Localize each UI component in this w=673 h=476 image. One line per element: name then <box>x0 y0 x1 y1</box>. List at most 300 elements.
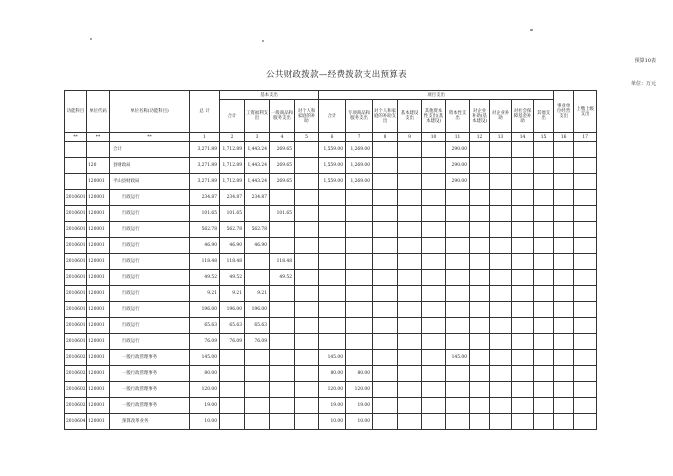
amount-cell <box>373 142 398 158</box>
col-proj-social: 对社会保障基金补助 <box>512 100 534 133</box>
amount-cell <box>373 206 398 222</box>
col-proj-other: 其他支出 <box>534 100 554 133</box>
amount-cell <box>446 382 470 398</box>
amount-cell <box>319 302 346 318</box>
func-code-cell: 2010601 <box>65 318 87 334</box>
form-number: 预算10表 <box>634 58 656 64</box>
name-cell: 一般行政管理事务 <box>110 350 190 366</box>
name-cell: 行政运行 <box>110 222 190 238</box>
table-row <box>65 334 597 350</box>
amount-cell: 269.65 <box>270 174 295 190</box>
amount-cell <box>373 270 398 286</box>
amount-cell <box>470 174 490 190</box>
empty-cell <box>574 398 597 414</box>
unit-code-cell: 120001 <box>87 286 110 302</box>
empty-cell <box>554 318 574 334</box>
empty-cell <box>574 142 597 158</box>
amount-cell: 290.00 <box>446 158 470 174</box>
amount-cell: 269.65 <box>270 158 295 174</box>
amount-cell: 1,269.00 <box>346 142 373 158</box>
amount-cell <box>319 206 346 222</box>
empty-cell <box>554 222 574 238</box>
col-proj-cap2: 资本性支出 <box>446 100 470 133</box>
amount-cell <box>373 286 398 302</box>
column-number: 7 <box>346 133 373 142</box>
empty-cell <box>490 286 512 302</box>
func-code-cell <box>65 142 87 158</box>
amount-cell <box>470 222 490 238</box>
amount-cell <box>319 286 346 302</box>
amount-cell: 80.00 <box>346 366 373 382</box>
amount-cell <box>270 302 295 318</box>
amount-cell <box>446 222 470 238</box>
amount-cell <box>295 222 319 238</box>
total-cell: 49.52 <box>190 270 220 286</box>
col-personal: 对个人和家庭的补助 <box>295 100 319 133</box>
amount-cell <box>295 414 319 430</box>
empty-cell <box>554 398 574 414</box>
col-unit-code: 单位代码 <box>87 91 110 133</box>
amount-cell <box>470 302 490 318</box>
amount-cell: 290.00 <box>446 174 470 190</box>
amount-cell: 1,269.00 <box>346 158 373 174</box>
col-proj-other-cap: 其他资本性支出(基本建设) <box>422 100 446 133</box>
name-cell: 行政运行 <box>110 302 190 318</box>
amount-cell <box>373 382 398 398</box>
amount-cell <box>422 286 446 302</box>
amount-cell <box>346 222 373 238</box>
empty-cell <box>534 254 554 270</box>
amount-cell <box>270 190 295 206</box>
amount-cell <box>422 174 446 190</box>
amount-cell <box>270 238 295 254</box>
column-number: 13 <box>490 133 512 142</box>
empty-cell <box>512 270 534 286</box>
func-code-cell: 2010601 <box>65 270 87 286</box>
amount-cell <box>422 350 446 366</box>
amount-cell: 10.00 <box>346 414 373 430</box>
unit-code-cell: 120001 <box>87 270 110 286</box>
unit-code-cell: 120001 <box>87 238 110 254</box>
func-code-cell: 2010602 <box>65 350 87 366</box>
scan-speck <box>262 40 264 42</box>
table-row <box>65 174 597 190</box>
document-title: 公共财政拨款—经费拨款支出预算表 <box>266 70 407 80</box>
empty-cell <box>534 334 554 350</box>
total-cell: 3,271.89 <box>190 142 220 158</box>
scan-speck <box>90 38 92 40</box>
total-cell: 101.65 <box>190 206 220 222</box>
table-row <box>65 302 597 318</box>
amount-cell <box>270 318 295 334</box>
amount-cell <box>346 270 373 286</box>
col-proj-sum: 合计 <box>319 100 346 133</box>
unit-code-cell: 120001 <box>87 382 110 398</box>
table-row <box>65 398 597 414</box>
empty-cell <box>512 174 534 190</box>
amount-cell: 234.87 <box>220 190 245 206</box>
column-number: 10 <box>422 133 446 142</box>
empty-cell <box>490 382 512 398</box>
empty-cell <box>512 222 534 238</box>
empty-cell <box>574 190 597 206</box>
empty-cell <box>554 382 574 398</box>
amount-cell <box>470 366 490 382</box>
amount-cell <box>319 238 346 254</box>
empty-cell <box>490 254 512 270</box>
amount-cell <box>470 238 490 254</box>
name-cell: 合计 <box>110 142 190 158</box>
amount-cell <box>446 334 470 350</box>
amount-cell <box>446 318 470 334</box>
unit-code-cell: 120001 <box>87 414 110 430</box>
amount-cell: 1,443.24 <box>245 142 270 158</box>
amount-cell: 46.90 <box>220 238 245 254</box>
name-cell: 一般行政管理事务 <box>110 398 190 414</box>
name-cell: 县财政局 <box>110 158 190 174</box>
empty-cell <box>554 206 574 222</box>
empty-cell <box>512 190 534 206</box>
amount-cell: 1,559.00 <box>319 174 346 190</box>
amount-cell: 1,712.89 <box>220 158 245 174</box>
table-row <box>65 270 597 286</box>
table-row <box>65 350 597 366</box>
amount-cell <box>319 190 346 206</box>
total-cell: 120.00 <box>190 382 220 398</box>
amount-cell <box>295 350 319 366</box>
amount-cell <box>295 254 319 270</box>
amount-cell: 1,269.00 <box>346 174 373 190</box>
func-code-cell: 2010601 <box>65 302 87 318</box>
amount-cell <box>422 398 446 414</box>
amount-cell <box>470 334 490 350</box>
empty-cell <box>490 142 512 158</box>
unit-label: 单位：万元 <box>630 81 656 87</box>
name-cell: 行政运行 <box>110 190 190 206</box>
unit-code-cell: 120001 <box>87 334 110 350</box>
empty-cell <box>490 222 512 238</box>
table-row <box>65 254 597 270</box>
empty-cell <box>574 350 597 366</box>
amount-cell <box>373 174 398 190</box>
empty-cell <box>554 174 574 190</box>
name-cell: 行政运行 <box>110 334 190 350</box>
amount-cell <box>373 414 398 430</box>
amount-cell <box>398 318 422 334</box>
table-body <box>65 91 597 430</box>
column-number: 1 <box>190 133 220 142</box>
amount-cell <box>398 382 422 398</box>
column-number: 14 <box>512 133 534 142</box>
empty-cell <box>554 270 574 286</box>
empty-cell <box>574 238 597 254</box>
empty-cell <box>574 158 597 174</box>
amount-cell <box>295 238 319 254</box>
empty-cell <box>490 270 512 286</box>
amount-cell <box>422 190 446 206</box>
table-row <box>65 142 597 158</box>
amount-cell <box>398 334 422 350</box>
total-cell: 562.78 <box>190 222 220 238</box>
amount-cell <box>245 254 270 270</box>
amount-cell: 562.78 <box>245 222 270 238</box>
empty-cell <box>534 270 554 286</box>
amount-cell: 562.78 <box>220 222 245 238</box>
column-number: 12 <box>470 133 490 142</box>
column-number-row <box>65 133 597 142</box>
table-row <box>65 318 597 334</box>
amount-cell <box>319 222 346 238</box>
empty-cell <box>490 190 512 206</box>
amount-cell <box>346 334 373 350</box>
amount-cell <box>270 414 295 430</box>
amount-cell: 1,712.89 <box>220 174 245 190</box>
total-cell: 65.63 <box>190 318 220 334</box>
empty-cell <box>490 158 512 174</box>
amount-cell <box>398 414 422 430</box>
amount-cell <box>470 190 490 206</box>
amount-cell <box>446 366 470 382</box>
amount-cell: 1,559.00 <box>319 158 346 174</box>
amount-cell <box>446 190 470 206</box>
empty-cell <box>534 318 554 334</box>
unit-code-cell: 120001 <box>87 366 110 382</box>
amount-cell <box>470 142 490 158</box>
amount-cell: 196.00 <box>245 302 270 318</box>
empty-cell <box>554 158 574 174</box>
empty-cell <box>490 318 512 334</box>
empty-cell <box>512 286 534 302</box>
amount-cell <box>319 334 346 350</box>
amount-cell <box>470 382 490 398</box>
empty-cell <box>512 366 534 382</box>
table-row <box>65 382 597 398</box>
amount-cell <box>422 270 446 286</box>
amount-cell <box>446 414 470 430</box>
empty-cell <box>554 350 574 366</box>
amount-cell <box>470 254 490 270</box>
scan-speck <box>530 29 533 31</box>
amount-cell: 76.09 <box>220 334 245 350</box>
col-group-project: 项目支出 <box>319 91 554 100</box>
empty-cell <box>554 142 574 158</box>
amount-cell <box>295 158 319 174</box>
column-number: ** <box>65 133 87 142</box>
total-cell: 10.00 <box>190 414 220 430</box>
empty-cell <box>512 334 534 350</box>
empty-cell <box>490 174 512 190</box>
amount-cell <box>373 398 398 414</box>
amount-cell <box>446 238 470 254</box>
table-row <box>65 238 597 254</box>
column-number: 2 <box>220 133 245 142</box>
amount-cell: 1,712.89 <box>220 142 245 158</box>
amount-cell <box>295 190 319 206</box>
table-row <box>65 222 597 238</box>
amount-cell: 269.65 <box>270 142 295 158</box>
col-salary: 工资福利支出 <box>245 100 270 133</box>
col-basic-sum: 合计 <box>220 100 245 133</box>
unit-code-cell: 120001 <box>87 222 110 238</box>
amount-cell <box>295 270 319 286</box>
amount-cell <box>470 270 490 286</box>
name-cell: 行政运行 <box>110 238 190 254</box>
unit-code-cell <box>87 142 110 158</box>
column-number: 5 <box>295 133 319 142</box>
amount-cell <box>446 398 470 414</box>
func-code-cell <box>65 174 87 190</box>
amount-cell <box>398 270 422 286</box>
func-code-cell: 2010601 <box>65 190 87 206</box>
empty-cell <box>490 206 512 222</box>
col-upper: 上缴上级支出 <box>574 91 597 133</box>
unit-code-cell: 120001 <box>87 318 110 334</box>
amount-cell <box>398 142 422 158</box>
func-code-cell: 2010601 <box>65 222 87 238</box>
empty-cell <box>534 238 554 254</box>
unit-code-cell: 120 <box>87 158 110 174</box>
amount-cell <box>270 286 295 302</box>
func-code-cell: 2010601 <box>65 206 87 222</box>
empty-cell <box>534 398 554 414</box>
col-name: 单位名称(功能科目) <box>110 91 190 133</box>
amount-cell: 196.00 <box>220 302 245 318</box>
amount-cell <box>422 366 446 382</box>
total-cell: 196.00 <box>190 302 220 318</box>
func-code-cell <box>65 158 87 174</box>
name-cell: 行政运行 <box>110 254 190 270</box>
col-proj-enterprise2: 对企业补助 <box>490 100 512 133</box>
empty-cell <box>534 206 554 222</box>
amount-cell <box>422 238 446 254</box>
empty-cell <box>534 222 554 238</box>
amount-cell <box>346 190 373 206</box>
amount-cell <box>470 398 490 414</box>
empty-cell <box>534 142 554 158</box>
amount-cell <box>398 174 422 190</box>
amount-cell: 120.00 <box>319 382 346 398</box>
empty-cell <box>512 158 534 174</box>
empty-cell <box>574 270 597 286</box>
unit-code-cell: 120001 <box>87 350 110 366</box>
total-cell: 80.00 <box>190 366 220 382</box>
empty-cell <box>512 318 534 334</box>
empty-cell <box>512 382 534 398</box>
total-cell: 3,271.89 <box>190 174 220 190</box>
amount-cell: 145.00 <box>319 350 346 366</box>
amount-cell <box>295 174 319 190</box>
col-func-code: 功能科目 <box>65 91 87 133</box>
empty-cell <box>512 238 534 254</box>
amount-cell <box>398 366 422 382</box>
empty-cell <box>490 302 512 318</box>
amount-cell <box>346 206 373 222</box>
empty-cell <box>554 366 574 382</box>
amount-cell: 10.00 <box>319 414 346 430</box>
empty-cell <box>574 382 597 398</box>
name-cell: 行政运行 <box>110 270 190 286</box>
func-code-cell: 2010601 <box>65 286 87 302</box>
amount-cell <box>270 382 295 398</box>
amount-cell <box>319 318 346 334</box>
empty-cell <box>512 398 534 414</box>
amount-cell <box>398 222 422 238</box>
empty-cell <box>534 158 554 174</box>
amount-cell: 290.00 <box>446 142 470 158</box>
empty-cell <box>554 414 574 430</box>
amount-cell <box>470 286 490 302</box>
column-number: 8 <box>373 133 398 142</box>
amount-cell <box>373 350 398 366</box>
total-cell: 145.00 <box>190 350 220 366</box>
name-cell: 一般行政管理事务 <box>110 382 190 398</box>
empty-cell <box>490 238 512 254</box>
amount-cell: 76.09 <box>245 334 270 350</box>
amount-cell <box>295 142 319 158</box>
amount-cell <box>373 334 398 350</box>
col-proj-personal: 对个人和家庭的补助支出 <box>373 100 398 133</box>
amount-cell <box>446 286 470 302</box>
column-number: ** <box>87 133 110 142</box>
column-number: 6 <box>319 133 346 142</box>
column-number: 15 <box>534 133 554 142</box>
empty-cell <box>574 414 597 430</box>
amount-cell <box>295 366 319 382</box>
amount-cell <box>220 366 245 382</box>
col-proj-enterprise: 对企业补助(基本建设) <box>470 100 490 133</box>
column-number: 9 <box>398 133 422 142</box>
func-code-cell: 2010601 <box>65 334 87 350</box>
empty-cell <box>534 350 554 366</box>
empty-cell <box>574 366 597 382</box>
table-row <box>65 158 597 174</box>
amount-cell: 1,443.24 <box>245 174 270 190</box>
column-number: 17 <box>574 133 597 142</box>
amount-cell <box>470 206 490 222</box>
col-goods: 一般商品和服务支出 <box>270 100 295 133</box>
total-cell: 9.21 <box>190 286 220 302</box>
name-cell: 行政运行 <box>110 286 190 302</box>
empty-cell <box>512 206 534 222</box>
empty-cell <box>574 222 597 238</box>
empty-cell <box>512 414 534 430</box>
empty-cell <box>512 142 534 158</box>
total-cell: 234.87 <box>190 190 220 206</box>
empty-cell <box>574 174 597 190</box>
amount-cell: 65.63 <box>220 318 245 334</box>
empty-cell <box>512 350 534 366</box>
amount-cell <box>446 302 470 318</box>
total-cell: 76.09 <box>190 334 220 350</box>
amount-cell <box>422 142 446 158</box>
empty-cell <box>574 254 597 270</box>
amount-cell <box>346 302 373 318</box>
amount-cell <box>346 350 373 366</box>
empty-cell <box>554 254 574 270</box>
amount-cell <box>295 398 319 414</box>
unit-code-cell: 120001 <box>87 174 110 190</box>
amount-cell <box>346 254 373 270</box>
amount-cell <box>270 398 295 414</box>
amount-cell <box>470 318 490 334</box>
empty-cell <box>554 286 574 302</box>
col-proj-goods: 专项商品和服务支出 <box>346 100 373 133</box>
name-cell: 平山县财政局 <box>110 174 190 190</box>
amount-cell: 46.90 <box>245 238 270 254</box>
col-group-basic: 基本支出 <box>220 91 319 100</box>
empty-cell <box>554 302 574 318</box>
amount-cell <box>422 318 446 334</box>
